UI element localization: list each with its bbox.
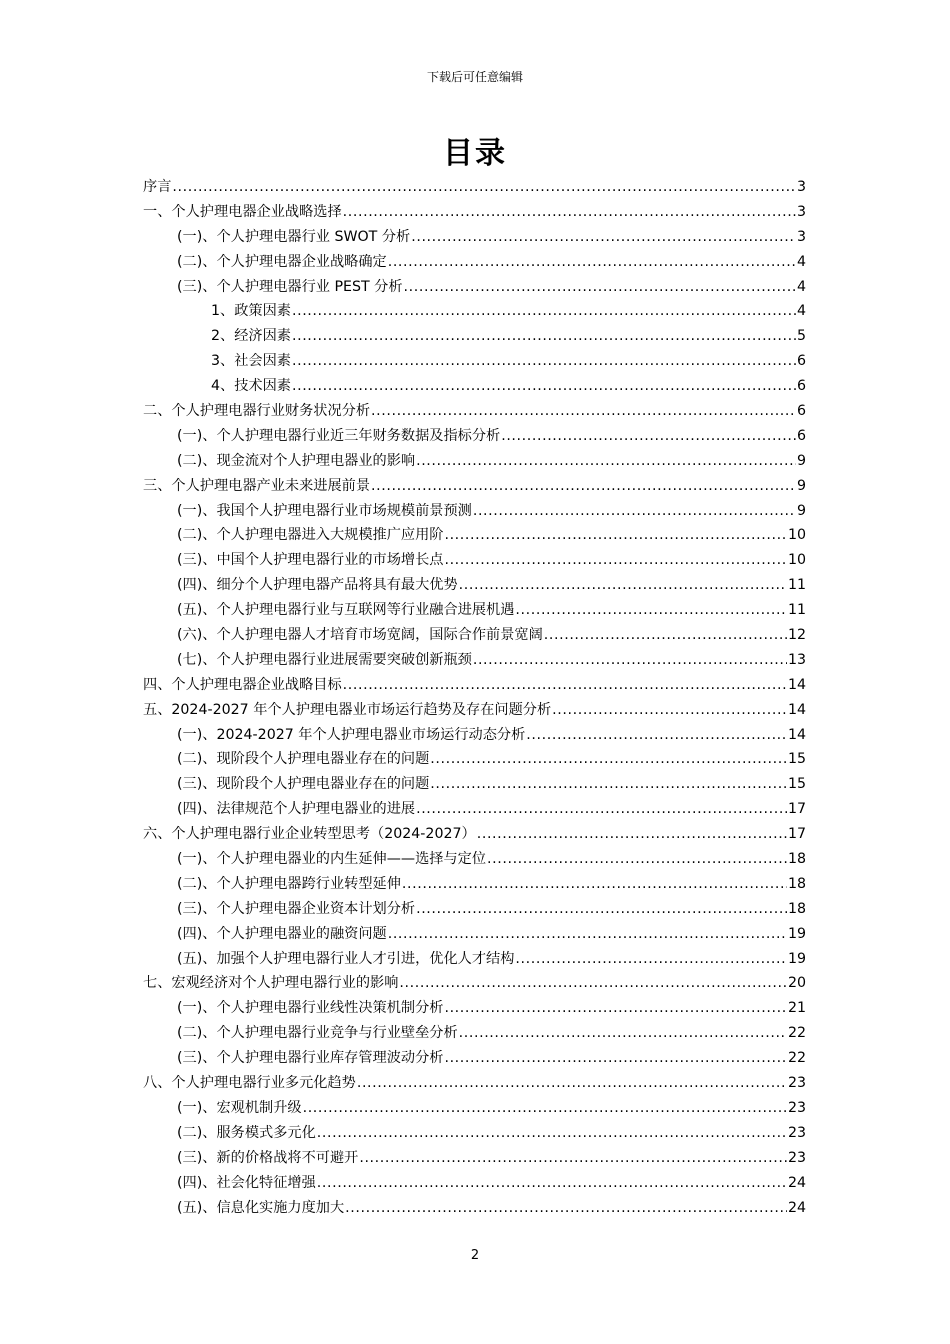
toc-entry[interactable] [143, 1121, 806, 1146]
toc-entry-title: (二)、现阶段个人护理电器业存在的问题 [177, 751, 430, 768]
toc-entry-page: 19 [787, 925, 806, 942]
toc-entry-page: 9 [796, 452, 806, 469]
toc-entry[interactable] [143, 424, 806, 449]
toc-entry-page: 9 [796, 502, 806, 519]
toc-entry-page: 18 [787, 851, 806, 868]
toc-entry-page: 24 [787, 1174, 806, 1191]
toc-entry-title: (七)、个人护理电器行业进展需要突破创新瓶颈 [177, 651, 472, 668]
toc-entry[interactable] [143, 449, 806, 474]
dot-leader [292, 349, 796, 374]
toc-entry-title: (二)、个人护理电器行业竞争与行业壁垒分析 [177, 1025, 458, 1042]
toc-entry[interactable] [143, 797, 806, 822]
toc-entry-title: (三)、个人护理电器行业库存管理波动分析 [177, 1050, 444, 1067]
toc-entry[interactable] [143, 548, 806, 573]
toc-entry[interactable] [143, 399, 806, 424]
toc-entry-page: 17 [787, 826, 806, 843]
toc-entry-title: (五)、个人护理电器行业与互联网等行业融合进展机遇 [177, 602, 515, 619]
toc-entry-page: 6 [796, 427, 806, 444]
toc-entry-title: 二、个人护理电器行业财务状况分析 [143, 403, 371, 419]
toc-entry-page: 15 [787, 751, 806, 768]
toc-entry[interactable] [143, 847, 806, 872]
toc-entry[interactable] [143, 1021, 806, 1046]
dot-leader [292, 374, 796, 399]
toc-entry-page: 4 [796, 253, 806, 270]
toc-entry-title: 七、宏观经济对个人护理电器行业的影响 [143, 975, 399, 992]
dot-leader [526, 723, 787, 748]
toc-entry-page: 23 [787, 1099, 806, 1116]
toc-entry[interactable] [143, 872, 806, 897]
toc-entry-title: (三)、新的价格战将不可避开 [177, 1149, 359, 1166]
toc-entry-title: (二)、个人护理电器跨行业转型延伸 [177, 875, 401, 892]
toc-entry-title: (一)、2024-2027 年个人护理电器业市场运行动态分析 [177, 726, 526, 743]
toc-entry-title: (五)、加强个人护理电器行业人才引进，优化人才结构 [177, 950, 515, 967]
toc-entry[interactable] [143, 1096, 806, 1121]
dot-leader [411, 225, 796, 250]
toc-entry-title: (三)、现阶段个人护理电器业存在的问题 [177, 776, 430, 793]
toc-entry[interactable] [143, 648, 806, 673]
toc-entry-page: 4 [796, 303, 806, 320]
toc-entry[interactable] [143, 996, 806, 1021]
dot-leader [172, 175, 796, 200]
toc-entry-page: 3 [796, 178, 806, 195]
toc-entry-title: 3、社会因素 [211, 353, 291, 370]
toc-entry[interactable] [143, 1046, 806, 1071]
toc-entry-title: (一)、个人护理电器行业近三年财务数据及指标分析 [177, 427, 501, 444]
page-number: 2 [470, 1248, 480, 1263]
toc-entry[interactable] [143, 698, 806, 723]
toc-entry-title: 4、技术因素 [211, 378, 291, 395]
toc-entry-title: (一)、我国个人护理电器行业市场规模前景预测 [177, 502, 472, 519]
toc-entry-page: 17 [787, 801, 806, 818]
dot-leader [444, 1046, 786, 1071]
toc-entry[interactable] [143, 972, 806, 997]
toc-entry-title: (四)、个人护理电器业的融资问题 [177, 925, 387, 942]
header-note: 下载后可任意编辑 [426, 70, 523, 84]
toc-entry[interactable] [143, 822, 806, 847]
dot-leader [292, 324, 796, 349]
toc-entry[interactable] [143, 523, 806, 548]
toc-entry-title: (五)、信息化实施力度加大 [177, 1199, 345, 1216]
toc-entry-page: 10 [787, 527, 806, 544]
toc-entry-page: 5 [796, 328, 806, 345]
dot-leader [477, 822, 787, 847]
dot-leader [515, 947, 787, 972]
toc-entry-title: (一)、个人护理电器行业线性决策机制分析 [177, 1000, 444, 1017]
toc-entry-title: (二)、个人护理电器进入大规模推广应用阶 [177, 527, 444, 544]
toc-entry-page: 3 [796, 228, 806, 245]
toc-entry-page: 23 [787, 1075, 806, 1092]
toc-entry-title: 八、个人护理电器行业多元化趋势 [143, 1075, 356, 1092]
dot-leader [303, 1096, 787, 1121]
toc-entry[interactable] [143, 772, 806, 797]
toc-entry[interactable] [143, 1196, 806, 1221]
toc-entry-title: (二)、现金流对个人护理电器业的影响 [177, 452, 416, 469]
toc-entry[interactable] [143, 200, 806, 225]
toc-entry-page: 14 [787, 676, 806, 693]
dot-leader [515, 598, 787, 623]
toc-entry-title: (六)、个人护理电器人才培育市场宽阔，国际合作前景宽阔 [177, 627, 543, 644]
toc-entry[interactable] [143, 1146, 806, 1171]
toc-entry-title: (二)、服务模式多元化 [177, 1124, 316, 1141]
toc-entry-page: 23 [787, 1149, 806, 1166]
toc-entry[interactable] [143, 299, 806, 324]
dot-leader [444, 548, 786, 573]
toc-entry[interactable] [143, 1071, 806, 1096]
toc-entry[interactable] [143, 250, 806, 275]
dot-leader [388, 250, 796, 275]
dot-leader [544, 623, 787, 648]
dot-leader [459, 1021, 787, 1046]
dot-leader [459, 573, 787, 598]
toc-entry-page: 13 [787, 651, 806, 668]
dot-leader [487, 847, 787, 872]
toc-entry-title: (一)、个人护理电器业的内生延伸——选择与定位 [177, 851, 487, 868]
toc-entry-page: 6 [796, 353, 806, 370]
toc-entry[interactable] [143, 922, 806, 947]
toc-entry-title: 五、2024-2027 年个人护理电器业市场运行趋势及存在问题分析 [143, 701, 552, 718]
toc-entry-page: 10 [787, 552, 806, 569]
toc-entry-title: 三、个人护理电器产业未来进展前景 [143, 477, 371, 494]
toc-entry-page: 24 [787, 1199, 806, 1216]
dot-leader [343, 673, 787, 698]
toc-entry-page: 3 [796, 203, 806, 220]
toc-entry-title: 序言 [143, 178, 172, 195]
dot-leader [430, 747, 787, 772]
toc-entry-page: 14 [787, 726, 806, 743]
toc-title: 目录 [443, 136, 507, 171]
dot-leader [501, 424, 796, 449]
toc-entry[interactable] [143, 573, 806, 598]
toc-entry-title: 2、经济因素 [211, 328, 291, 345]
toc-entry[interactable] [143, 723, 806, 748]
dot-leader [371, 474, 796, 499]
dot-leader [371, 399, 796, 424]
toc-entry-page: 11 [787, 602, 806, 619]
toc-entry-title: 六、个人护理电器行业企业转型思考（2024-2027） [143, 826, 476, 843]
toc-entry-page: 14 [787, 701, 806, 718]
toc-entry-title: (三)、个人护理电器行业 PEST 分析 [177, 278, 403, 295]
dot-leader [292, 299, 796, 324]
dot-leader [552, 698, 787, 723]
toc-entry-page: 6 [796, 378, 806, 395]
toc-entry[interactable] [143, 747, 806, 772]
toc-entry-title: (四)、细分个人护理电器产品将具有最大优势 [177, 577, 458, 594]
dot-leader [430, 772, 787, 797]
toc-entry-title: 一、个人护理电器企业战略选择 [143, 203, 342, 220]
toc-entry-title: (四)、法律规范个人护理电器业的进展 [177, 801, 416, 818]
toc-entry[interactable] [143, 598, 806, 623]
dot-leader [388, 922, 787, 947]
toc-entry-page: 18 [787, 900, 806, 917]
toc-entry-page: 18 [787, 875, 806, 892]
dot-leader [416, 797, 787, 822]
dot-leader [444, 523, 786, 548]
toc-entry-title: 四、个人护理电器企业战略目标 [143, 676, 342, 693]
dot-leader [404, 275, 796, 300]
toc-entry[interactable] [143, 499, 806, 524]
toc-entry[interactable] [143, 175, 806, 200]
toc-entry[interactable] [143, 225, 806, 250]
dot-leader [343, 200, 796, 225]
toc-entry-title: 1、政策因素 [211, 303, 291, 320]
toc-entry[interactable] [143, 374, 806, 399]
toc-entry[interactable] [143, 673, 806, 698]
toc-entry-page: 4 [796, 278, 806, 295]
toc-entry-page: 19 [787, 950, 806, 967]
toc-entry[interactable] [143, 1171, 806, 1196]
dot-leader [473, 499, 796, 524]
dot-leader [317, 1171, 787, 1196]
dot-leader [444, 996, 786, 1021]
toc-entry-title: (三)、中国个人护理电器行业的市场增长点 [177, 552, 444, 569]
toc-entry-page: 20 [787, 975, 806, 992]
toc-entry[interactable] [143, 275, 806, 300]
dot-leader [473, 648, 787, 673]
toc-entry[interactable] [143, 623, 806, 648]
dot-leader [317, 1121, 787, 1146]
table-of-contents [143, 175, 806, 1220]
toc-entry[interactable] [143, 947, 806, 972]
toc-entry-page: 12 [787, 627, 806, 644]
toc-entry-page: 15 [787, 776, 806, 793]
toc-entry-page: 22 [787, 1050, 806, 1067]
toc-entry[interactable] [143, 474, 806, 499]
toc-entry-page: 11 [787, 577, 806, 594]
dot-leader [345, 1196, 787, 1221]
toc-entry[interactable] [143, 897, 806, 922]
toc-entry-title: (一)、个人护理电器行业 SWOT 分析 [177, 228, 411, 245]
toc-entry-page: 23 [787, 1124, 806, 1141]
toc-entry-title: (一)、宏观机制升级 [177, 1099, 302, 1116]
toc-entry-page: 6 [796, 403, 806, 419]
toc-entry-title: (三)、个人护理电器企业资本计划分析 [177, 900, 416, 917]
toc-entry[interactable] [143, 324, 806, 349]
dot-leader [359, 1146, 787, 1171]
dot-leader [416, 449, 796, 474]
dot-leader [399, 971, 787, 996]
dot-leader [416, 897, 787, 922]
toc-entry[interactable] [143, 349, 806, 374]
toc-entry-title: (四)、社会化特征增强 [177, 1174, 316, 1191]
toc-entry-page: 21 [787, 1000, 806, 1017]
dot-leader [402, 872, 787, 897]
toc-entry-title: (二)、个人护理电器企业战略确定 [177, 253, 387, 270]
dot-leader [357, 1071, 787, 1096]
toc-entry-page: 22 [787, 1025, 806, 1042]
toc-entry-page: 9 [796, 477, 806, 494]
